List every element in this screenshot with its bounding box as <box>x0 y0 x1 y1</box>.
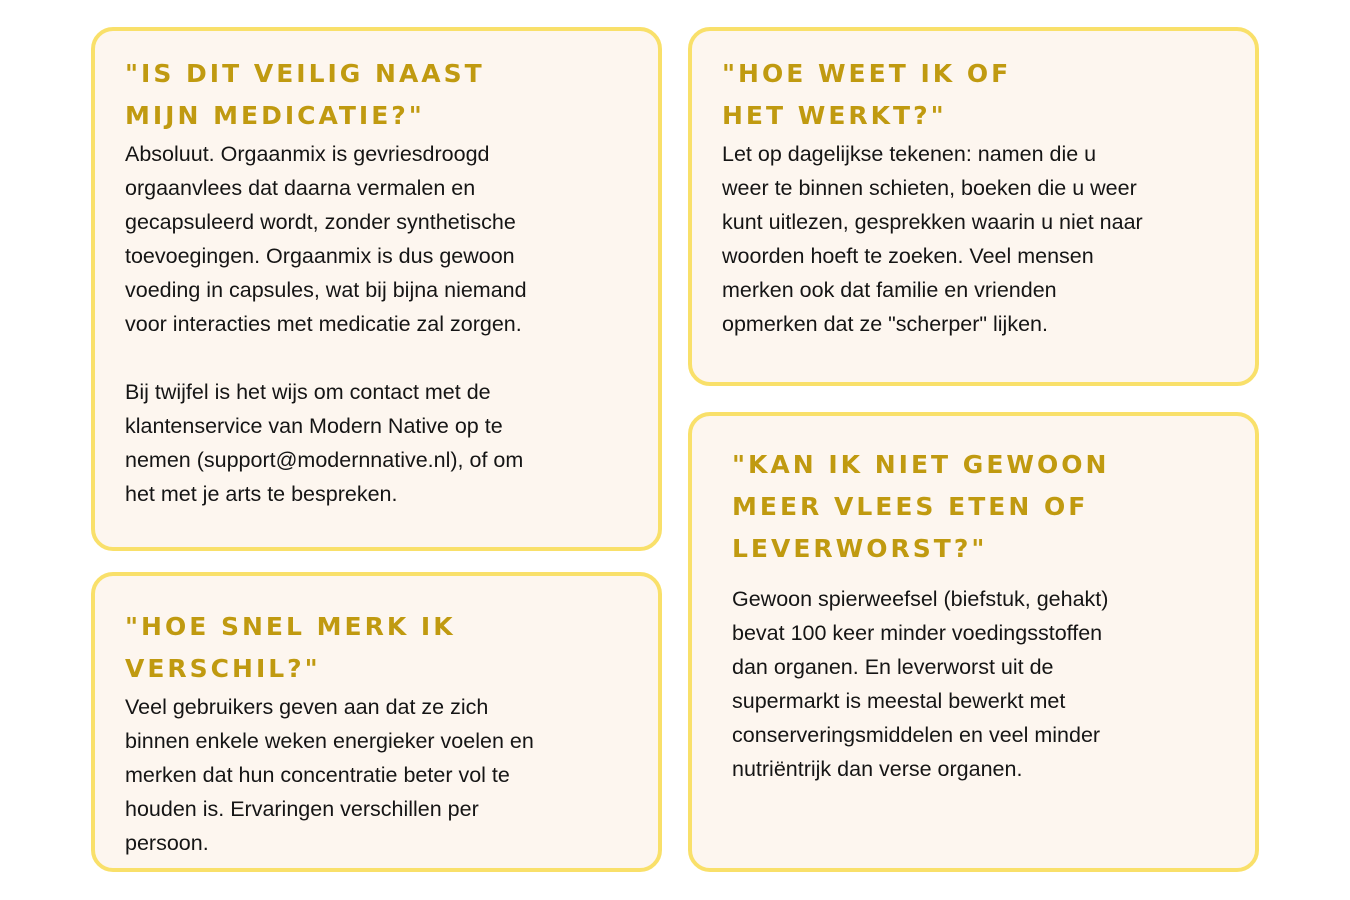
faq-question-how-fast: "HOE SNEL MERK IK VERSCHIL?" <box>125 612 456 683</box>
faq-answer-paragraph: Let op dagelijkse tekenen: namen die u weer te binnen schieten, boeken die u weer kunt uitlezen, gesprekken waarin u niet naar woorden hoeft te zoeken. Veel mensen merken ook dat familie en vrienden opmerken dat ze "scherper" lijken. <box>722 142 1143 336</box>
faq-answer-paragraph: Bij twijfel is het wijs om contact met de klantenservice van Modern Native op te nemen (support@modernnative.nl), of om het met je arts te bespreken. <box>125 380 524 506</box>
faq-answer-paragraph: Veel gebruikers geven aan dat ze zich binnen enkele weken energieker voelen en merken dat hun concentratie beter vol te houden is. Ervaringen verschillen per persoon. <box>125 695 534 855</box>
faq-card-meat-or-liver-sausage <box>688 412 1259 872</box>
faq-card-how-fast <box>91 572 662 872</box>
faq-question-meat-or-liver-sausage: "KAN IK NIET GEWOON MEER VLEES ETEN OF LEVERWORST?" <box>732 450 1110 563</box>
faq-question-does-it-work: "HOE WEET IK OF HET WERKT?" <box>722 59 1012 130</box>
faq-answer-paragraph: Absoluut. Orgaanmix is gevriesdroogd orgaanvlees dat daarna vermalen en gecapsuleerd wordt, zonder synthetische toevoegingen. Orgaanmix is dus gewoon voeding in capsules, wat bij bijna niemand voor interacties met medicatie zal zorgen. <box>125 142 527 336</box>
faq-answer-paragraph: Gewoon spierweefsel (biefstuk, gehakt) bevat 100 keer minder voedingsstoffen dan organen. En leverworst uit de supermarkt is meestal bewerkt met conserveringsmiddelen en veel minder nutriëntrijk dan verse organen. <box>732 587 1109 781</box>
faq-card-medication-safety <box>91 27 662 551</box>
faq-question-medication-safety: "IS DIT VEILIG NAAST MIJN MEDICATIE?" <box>125 59 485 130</box>
faq-card-does-it-work <box>688 27 1259 386</box>
